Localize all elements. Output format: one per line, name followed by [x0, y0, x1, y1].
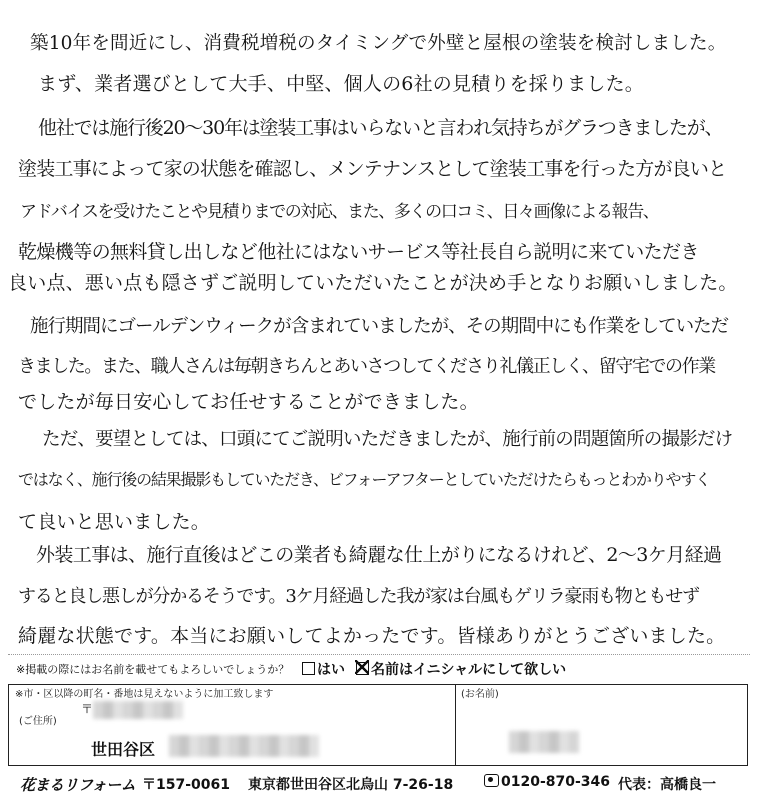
dotted-rule — [8, 654, 750, 655]
letter-line: まず、業者選びとして大手、中堅、個人の6社の見積りを採りました。 — [38, 73, 644, 95]
box-divider — [455, 685, 456, 765]
footer-address: 東京都世田谷区北烏山 7-26-18 — [248, 777, 454, 793]
address-note: ※市・区以降の町名・番地は見えないように加工致します — [15, 689, 274, 700]
redacted-postal-code — [93, 701, 183, 719]
letter-line: 他社では施行後20〜30年は塗装工事はいらないと言われ気持ちがグラつきましたが、 — [38, 117, 723, 139]
footer-representative: 代表：高橋良一 — [618, 777, 716, 793]
letter-line: て良いと思いました。 — [18, 511, 211, 533]
option-yes-label: はい — [317, 662, 345, 678]
company-logo: 花まるリフォーム — [20, 776, 136, 794]
phone-icon — [484, 774, 499, 787]
option-yes[interactable] — [302, 659, 345, 681]
footer-phone — [484, 774, 610, 790]
letter-line: 外装工事は、施行直後はどこの業者も綺麗な仕上がりになるけれど、2〜3ケ月経過 — [36, 544, 722, 566]
letter-line: すると良し悪しが分かるそうです。3ケ月経過した我が家は台風もゲリラ豪雨も物ともせず — [18, 586, 699, 607]
checkbox-icon[interactable] — [302, 662, 315, 675]
checked-checkbox-icon[interactable] — [356, 662, 369, 675]
redacted-address — [169, 735, 319, 757]
letter-line: ではなく、施行後の結果撮影もしていただき、ビフォーアフターとしていただけたらもっとわかりやすく — [18, 470, 710, 489]
name-permission-row — [16, 659, 746, 681]
option-initials-label: 名前はイニシャルにして欲しい — [371, 662, 567, 678]
letter-line: 綺麗な状態です。本当にお願いしてよかったです。皆様ありがとうございました。 — [18, 625, 726, 647]
address-box — [8, 684, 748, 766]
letter-line: 施行期間にゴールデンウィークが含まれていましたが、その期間中にも作業をしていただ — [30, 316, 729, 337]
letter-line: 良い点、悪い点も隠さずご説明していただいたことが決め手となりお願いしました。 — [8, 272, 738, 294]
permission-question: ※掲載の際にはお名前を載せてもよろしいでしょうか？ — [16, 663, 290, 676]
footer-postal: 〒157-0061 — [142, 777, 230, 793]
letter-line: 塗装工事によって家の状態を確認し、メンテナンスとして塗装工事を行った方が良いと — [18, 158, 727, 180]
letter-line: ただ、要望としては、口頭にてご説明いただきましたが、施行前の問題箇所の撮影だけ — [42, 429, 733, 450]
company-footer — [0, 768, 758, 800]
name-label: (お名前) — [461, 689, 499, 700]
redacted-name — [509, 731, 579, 753]
postal-mark: 〒 — [81, 702, 94, 716]
footer-phone-number: 0120-870-346 — [501, 774, 611, 790]
letter-line: アドバイスを受けたことや見積りまでの対応、また、多くの口コミ、日々画像による報告、 — [20, 202, 659, 222]
letter-line: でしたが毎日安心してお任せすることができました。 — [18, 391, 479, 413]
address-label: (ご住所) — [19, 716, 57, 727]
letter-line: きました。また、職人さんは毎朝きちんとあいさつしてくださり礼儀正しく、留守宅での作業 — [18, 356, 715, 377]
letter-line: 乾燥機等の無料貸し出しなど他社にはないサービス等社長自ら説明に来ていただき — [18, 241, 699, 263]
letter-line: 築10年を間近にし、消費税増税のタイミングで外壁と屋根の塗装を検討しました。 — [30, 33, 727, 54]
address-ward: 世田谷区 — [91, 740, 156, 759]
option-initials[interactable] — [356, 659, 566, 681]
